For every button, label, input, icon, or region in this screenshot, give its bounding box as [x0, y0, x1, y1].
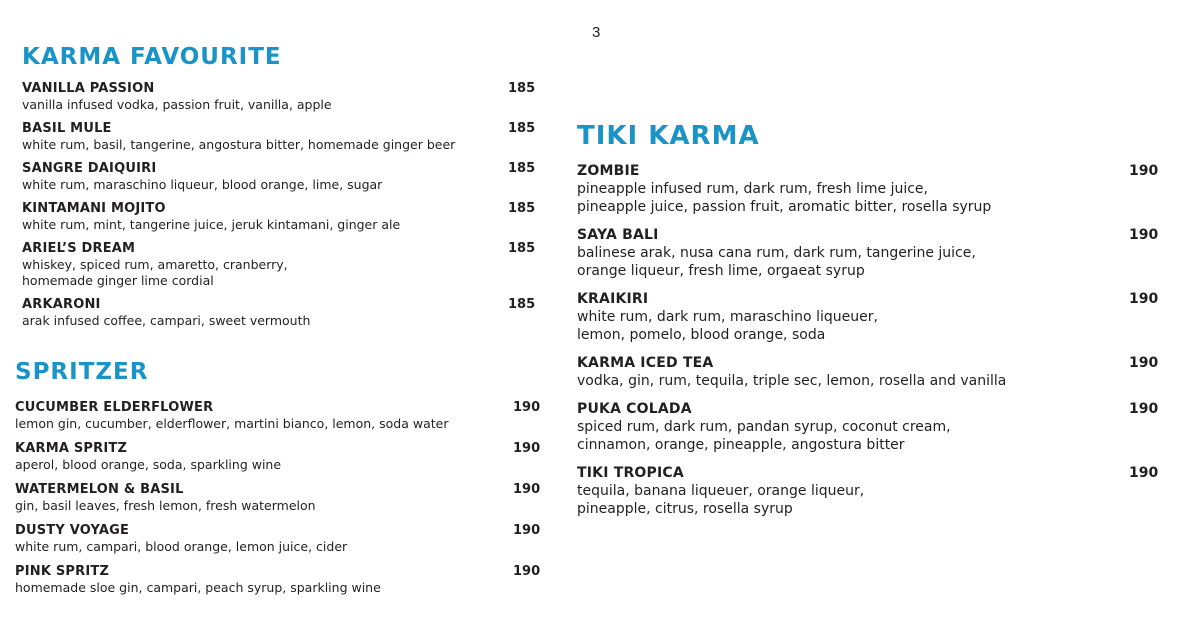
- section-title: TIKI KARMA: [577, 121, 760, 151]
- item-price: 190: [513, 482, 541, 497]
- item-name: VANILLA PASSION: [22, 81, 155, 96]
- item-name: KINTAMANI MOJITO: [22, 201, 166, 216]
- menu-item: [577, 290, 1162, 344]
- item-description: whiskey, spiced rum, amaretto, cranberry, homemade ginger lime cordial: [22, 257, 288, 288]
- item-description: white rum, campari, blood orange, lemon juice, cider: [15, 539, 348, 554]
- item-price: 190: [1129, 163, 1159, 179]
- item-description: homemade sloe gin, campari, peach syrup, sparkling wine: [15, 580, 381, 595]
- item-price: 190: [1129, 465, 1159, 481]
- item-price: 185: [508, 241, 536, 256]
- item-description: vodka, gin, rum, tequila, triple sec, lemon, rosella and vanilla: [577, 373, 1007, 389]
- item-price: 190: [513, 400, 541, 415]
- page-number: 3: [592, 24, 601, 41]
- item-name: ARKARONI: [22, 297, 101, 312]
- menu-item: [15, 482, 540, 514]
- item-description: spiced rum, dark rum, pandan syrup, coconut cream, cinnamon, orange, pineapple, angostura bitter: [577, 419, 951, 453]
- item-description: pineapple infused rum, dark rum, fresh lime juice, pineapple juice, passion fruit, aromatic bitter, rosella syrup: [577, 181, 992, 215]
- item-price: 190: [1129, 291, 1159, 307]
- item-description: tequila, banana liqueuer, orange liqueur, pineapple, citrus, rosella syrup: [577, 483, 865, 517]
- menu-item: [22, 161, 536, 193]
- item-name: BASIL MULE: [22, 121, 112, 136]
- menu-item: [22, 241, 536, 289]
- menu-item: [577, 162, 1162, 216]
- item-name: PINK SPRITZ: [15, 564, 110, 579]
- item-description: white rum, dark rum, maraschino liqueuer, lemon, pomelo, blood orange, soda: [577, 309, 878, 343]
- item-price: 185: [508, 161, 536, 176]
- item-price: 185: [508, 121, 536, 136]
- item-price: 190: [513, 523, 541, 538]
- menu-item: [22, 121, 536, 153]
- item-description: lemon gin, cucumber, elderflower, martini bianco, lemon, soda water: [15, 416, 449, 431]
- section-title: KARMA FAVOURITE: [22, 44, 282, 70]
- item-name: SAYA BALI: [577, 227, 659, 243]
- menu-item: [15, 523, 540, 555]
- menu-item: [577, 354, 1162, 390]
- item-price: 190: [1129, 355, 1159, 371]
- item-name: DUSTY VOYAGE: [15, 523, 130, 538]
- item-price: 185: [508, 201, 536, 216]
- item-description: white rum, mint, tangerine juice, jeruk kintamani, ginger ale: [22, 217, 401, 232]
- item-name: KRAIKIRI: [577, 291, 649, 307]
- menu-item: [22, 297, 536, 329]
- menu-item: [15, 441, 540, 473]
- item-price: 190: [1129, 227, 1159, 243]
- menu-item: [22, 81, 536, 113]
- item-description: aperol, blood orange, soda, sparkling wine: [15, 457, 282, 472]
- item-description: balinese arak, nusa cana rum, dark rum, tangerine juice, orange liqueur, fresh lime, orgaeat syrup: [577, 245, 976, 279]
- menu-item: [577, 464, 1162, 518]
- item-name: SANGRE DAIQUIRI: [22, 161, 157, 176]
- menu-item: [15, 400, 540, 432]
- item-name: WATERMELON & BASIL: [15, 482, 184, 497]
- item-description: gin, basil leaves, fresh lemon, fresh watermelon: [15, 498, 316, 513]
- section-title: SPRITZER: [15, 359, 149, 385]
- item-name: PUKA COLADA: [577, 401, 692, 417]
- item-name: KARMA SPRITZ: [15, 441, 128, 456]
- menu-item: [577, 400, 1162, 454]
- item-price: 190: [513, 441, 541, 456]
- item-name: CUCUMBER ELDERFLOWER: [15, 400, 214, 415]
- menu-item: [22, 201, 536, 233]
- item-price: 190: [513, 564, 541, 579]
- item-name: TIKI TROPICA: [577, 465, 684, 481]
- section-spritzer: [15, 361, 540, 605]
- item-price: 185: [508, 297, 536, 312]
- item-description: white rum, basil, tangerine, angostura bitter, homemade ginger beer: [22, 137, 456, 152]
- section-tiki-karma: [577, 123, 1162, 528]
- item-price: 185: [508, 81, 536, 96]
- item-price: 190: [1129, 401, 1159, 417]
- section-karma-favourite: [22, 44, 536, 337]
- item-description: vanilla infused vodka, passion fruit, vanilla, apple: [22, 97, 332, 112]
- item-name: ARIEL’S DREAM: [22, 241, 136, 256]
- menu-item: [577, 226, 1162, 280]
- item-description: white rum, maraschino liqueur, blood orange, lime, sugar: [22, 177, 383, 192]
- menu-item: [15, 564, 540, 596]
- item-description: arak infused coffee, campari, sweet vermouth: [22, 313, 311, 328]
- item-name: ZOMBIE: [577, 163, 640, 179]
- item-name: KARMA ICED TEA: [577, 355, 714, 371]
